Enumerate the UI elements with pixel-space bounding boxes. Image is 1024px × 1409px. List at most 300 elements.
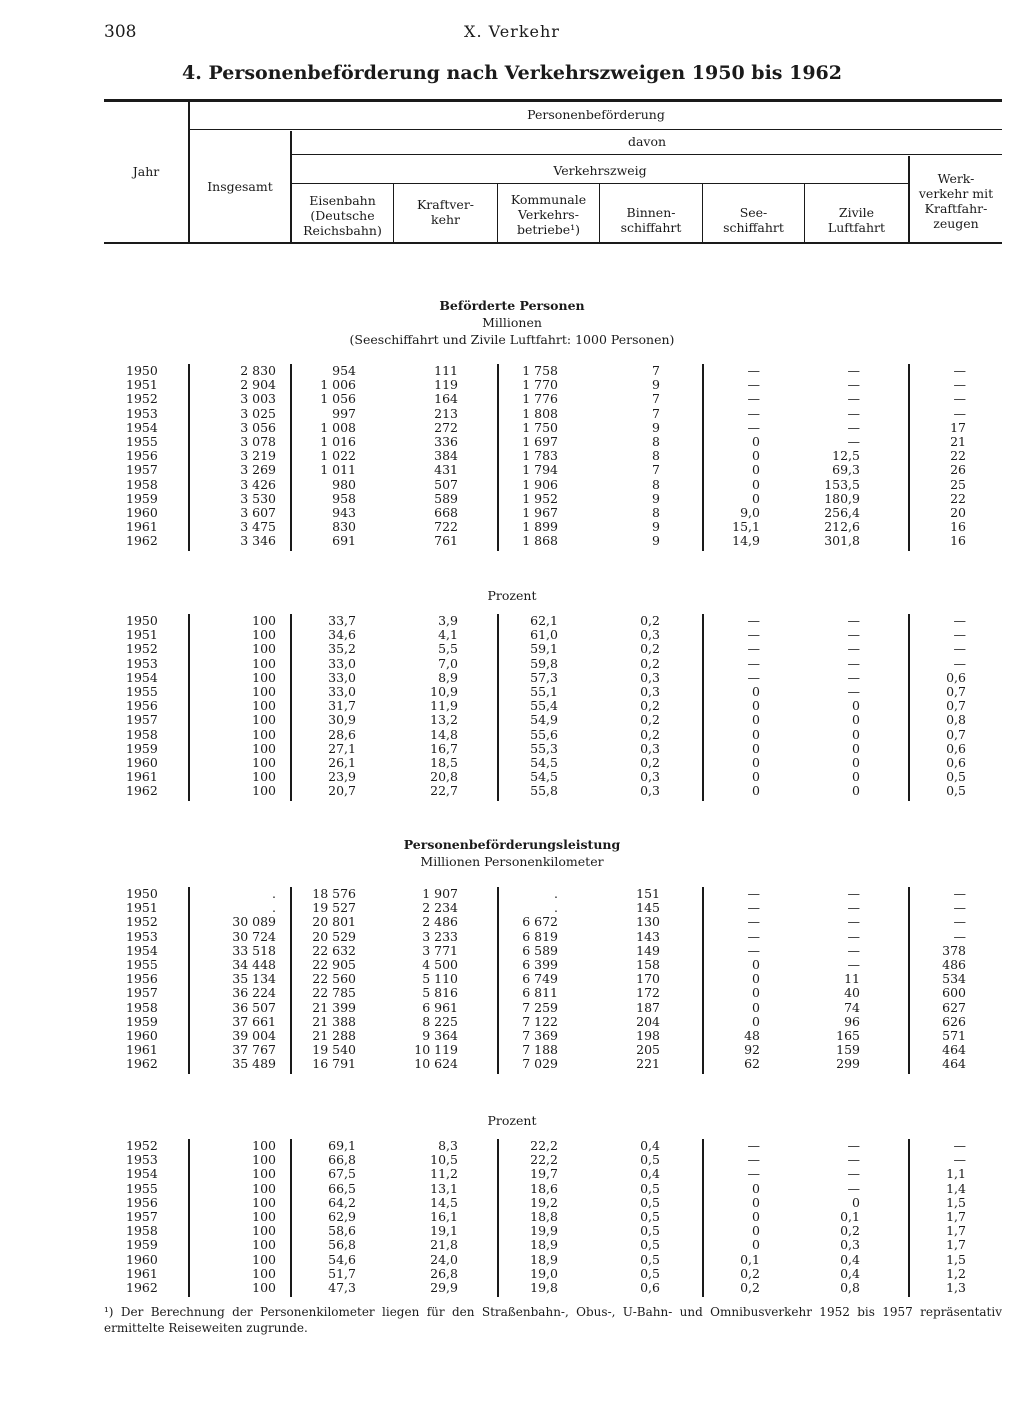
value-cell: 165 — [836, 1028, 860, 1043]
value-cell: 464 — [942, 1042, 966, 1058]
header-col-5: Binnen- schiffahrt — [620, 205, 682, 235]
value-cell: 3 475 — [240, 519, 276, 535]
value-cell: 100 — [252, 669, 276, 685]
value-cell: 0 — [752, 999, 760, 1015]
value-cell: 119 — [434, 377, 458, 393]
value-cell: 0,7 — [946, 684, 966, 699]
value-cell: 3 056 — [240, 419, 276, 435]
value-cell: 22 — [950, 490, 966, 506]
value-cell: 100 — [252, 1265, 276, 1281]
value-cell: — — [847, 391, 860, 407]
value-cell: 1,2 — [946, 1265, 966, 1281]
section-0-rows — [104, 364, 1002, 551]
table-row — [104, 1139, 1002, 1153]
year-cell: 1955 — [126, 1180, 158, 1196]
value-cell: 62,1 — [530, 613, 558, 628]
value-cell: — — [847, 684, 860, 699]
value-cell: 1 006 — [320, 377, 356, 393]
value-cell: 22,2 — [530, 1152, 558, 1168]
value-cell: 213 — [434, 405, 458, 421]
value-cell: 980 — [332, 476, 356, 492]
value-cell: 9 364 — [422, 1028, 458, 1043]
value-cell: 7 — [652, 462, 660, 478]
value-cell: 21,8 — [430, 1237, 458, 1253]
table-row — [104, 915, 1002, 929]
value-cell: 0,6 — [946, 740, 966, 756]
value-cell: 256,4 — [824, 505, 860, 520]
table-row — [104, 407, 1002, 421]
value-cell: — — [847, 1166, 860, 1182]
value-cell: 1,3 — [946, 1280, 966, 1295]
value-cell: — — [847, 363, 860, 378]
value-cell: 100 — [252, 1223, 276, 1239]
table-row — [104, 463, 1002, 477]
value-cell: — — [953, 627, 966, 643]
value-cell: 100 — [252, 1180, 276, 1196]
value-cell: 7 — [652, 363, 660, 378]
year-cell: 1955 — [126, 684, 158, 699]
year-cell: 1961 — [126, 769, 158, 785]
value-cell: 9 — [652, 490, 660, 506]
value-cell: 20 — [950, 505, 966, 520]
value-cell: — — [847, 613, 860, 628]
value-cell: 0 — [852, 769, 860, 785]
header-personenbefoerderung: Personenbeförderung — [527, 107, 665, 122]
table-row — [104, 742, 1002, 756]
value-cell: 100 — [252, 613, 276, 628]
year-cell: 1956 — [126, 698, 158, 714]
table-row — [104, 392, 1002, 406]
value-cell: 0 — [752, 448, 760, 464]
value-cell: 8 — [652, 448, 660, 464]
year-cell: 1962 — [126, 1056, 158, 1072]
value-cell: 37 661 — [232, 1013, 276, 1029]
value-cell: 25 — [950, 476, 966, 492]
value-cell: — — [747, 377, 760, 393]
value-cell: 58,6 — [328, 1223, 356, 1239]
value-cell: 1 016 — [320, 434, 356, 449]
value-cell: 0,1 — [740, 1251, 760, 1267]
header-rule-personen — [190, 129, 1002, 130]
table-row — [104, 364, 1002, 378]
footnote: ¹) Der Berechnung der Personenkilometer liegen für den Straßenbahn-, Obus-, U-Bahn- und Omnibusverkehr 1952 bis 1957 repräsentativ ermittelte Reiseweiten zugrunde. — [104, 1305, 1002, 1335]
year-cell: 1957 — [126, 462, 158, 478]
value-cell: 17 — [950, 419, 966, 435]
table-row — [104, 958, 1002, 972]
value-cell: 20 529 — [312, 928, 356, 944]
value-cell: 8 — [652, 476, 660, 492]
value-cell: 11,2 — [430, 1166, 458, 1182]
value-cell: 172 — [636, 985, 660, 1001]
value-cell: 0 — [752, 1223, 760, 1239]
value-cell: 100 — [252, 1280, 276, 1295]
value-cell: 8 — [652, 434, 660, 449]
value-cell: 2 904 — [240, 377, 276, 393]
value-cell: 943 — [332, 505, 356, 520]
value-cell: 571 — [942, 1028, 966, 1043]
value-cell: 54,6 — [328, 1251, 356, 1267]
table-row — [104, 492, 1002, 506]
value-cell: 1,1 — [946, 1166, 966, 1182]
value-cell: 0 — [752, 1180, 760, 1196]
value-cell: 0 — [752, 1194, 760, 1210]
value-cell: 164 — [434, 391, 458, 407]
value-cell: 589 — [434, 490, 458, 506]
value-cell: 100 — [252, 655, 276, 671]
year-cell: 1961 — [126, 1265, 158, 1281]
section-1-title-0: Prozent — [487, 588, 537, 603]
table-row — [104, 435, 1002, 449]
year-cell: 1959 — [126, 1013, 158, 1029]
table-row — [104, 901, 1002, 915]
value-cell: 18,5 — [430, 755, 458, 770]
value-cell: — — [953, 655, 966, 671]
value-cell: 16,7 — [430, 740, 458, 756]
value-cell: 61,0 — [530, 627, 558, 643]
year-cell: 1952 — [126, 1138, 158, 1153]
value-cell: 16 — [950, 533, 966, 549]
value-cell: 534 — [942, 971, 966, 987]
header-bottom-rule — [104, 242, 1002, 244]
value-cell: 100 — [252, 755, 276, 770]
value-cell: 0,3 — [640, 627, 660, 643]
year-cell: 1954 — [126, 419, 158, 435]
value-cell: — — [747, 627, 760, 643]
year-cell: 1962 — [126, 783, 158, 799]
value-cell: — — [847, 886, 860, 901]
value-cell: 159 — [836, 1042, 860, 1058]
table-row — [104, 986, 1002, 1000]
value-cell: 100 — [252, 698, 276, 714]
value-cell: 0,6 — [640, 1280, 660, 1295]
value-cell: — — [847, 957, 860, 972]
value-cell: 691 — [332, 533, 356, 549]
value-cell: . — [272, 886, 276, 901]
value-cell: 19,1 — [430, 1223, 458, 1239]
value-cell: 1 697 — [522, 434, 558, 449]
value-cell: 0,2 — [640, 712, 660, 728]
value-cell: 100 — [252, 1138, 276, 1153]
header-col-6: See- schiffahrt — [723, 205, 784, 235]
running-head: X. Verkehr — [464, 22, 560, 41]
value-cell: 1,7 — [946, 1209, 966, 1224]
value-cell: — — [747, 419, 760, 435]
year-cell: 1953 — [126, 405, 158, 421]
value-cell: 0 — [752, 957, 760, 972]
value-cell: 100 — [252, 1237, 276, 1253]
value-cell: 7 259 — [522, 999, 558, 1015]
value-cell: 22 560 — [312, 971, 356, 987]
value-cell: 1 758 — [522, 363, 558, 378]
value-cell: 13,2 — [430, 712, 458, 728]
table-row — [104, 657, 1002, 671]
value-cell: 2 830 — [240, 363, 276, 378]
value-cell: — — [747, 1152, 760, 1168]
value-cell: 198 — [636, 1028, 660, 1043]
value-cell: — — [953, 391, 966, 407]
value-cell: 1 783 — [522, 448, 558, 464]
table-row — [104, 685, 1002, 699]
value-cell: 14,9 — [732, 533, 760, 549]
value-cell: 0 — [752, 1237, 760, 1253]
value-cell: 15,1 — [732, 519, 760, 535]
value-cell: 0,5 — [640, 1152, 660, 1168]
value-cell: — — [847, 942, 860, 958]
value-cell: 9 — [652, 519, 660, 535]
value-cell: 0,3 — [840, 1237, 860, 1253]
value-cell: 4 500 — [422, 957, 458, 972]
value-cell: 0 — [752, 434, 760, 449]
value-cell: 0,7 — [946, 698, 966, 714]
year-cell: 1962 — [126, 533, 158, 549]
value-cell: 0,2 — [640, 755, 660, 770]
value-cell: 0,2 — [840, 1223, 860, 1239]
value-cell: — — [747, 405, 760, 421]
value-cell: 33 518 — [232, 942, 276, 958]
value-cell: 1 967 — [522, 505, 558, 520]
value-cell: 158 — [636, 957, 660, 972]
value-cell: 0,5 — [640, 1180, 660, 1196]
table-row — [104, 699, 1002, 713]
value-cell: — — [953, 928, 966, 944]
value-cell: 19,0 — [530, 1265, 558, 1281]
section-3-rows — [104, 1139, 1002, 1297]
value-cell: 0,2 — [640, 698, 660, 714]
table-row — [104, 728, 1002, 742]
value-cell: 997 — [332, 405, 356, 421]
value-cell: 0,7 — [946, 726, 966, 742]
year-cell: 1955 — [126, 957, 158, 972]
value-cell: 18,9 — [530, 1237, 558, 1253]
value-cell: 0,6 — [946, 669, 966, 685]
value-cell: 5 816 — [422, 985, 458, 1001]
header-col-3: Kraftver- kehr — [416, 197, 475, 227]
value-cell: 0,5 — [946, 769, 966, 785]
value-cell: 1 776 — [522, 391, 558, 407]
value-cell: 8 — [652, 505, 660, 520]
table-row — [104, 628, 1002, 642]
value-cell: 0,3 — [640, 769, 660, 785]
value-cell: 10,5 — [430, 1152, 458, 1168]
value-cell: 19 540 — [312, 1042, 356, 1058]
value-cell: 100 — [252, 783, 276, 799]
value-cell: 145 — [636, 900, 660, 916]
year-cell: 1952 — [126, 391, 158, 407]
value-cell: — — [747, 928, 760, 944]
table-row — [104, 1001, 1002, 1015]
header-col-2: Eisenbahn (Deutsche Reichsbahn) — [303, 193, 382, 238]
year-cell: 1959 — [126, 1237, 158, 1253]
value-cell: 0,2 — [740, 1280, 760, 1295]
value-cell: . — [554, 900, 558, 916]
year-cell: 1960 — [126, 1028, 158, 1043]
value-cell: 0,3 — [640, 740, 660, 756]
value-cell: 507 — [434, 476, 458, 492]
year-cell: 1955 — [126, 434, 158, 449]
value-cell: 0,5 — [640, 1237, 660, 1253]
value-cell: 6 589 — [522, 942, 558, 958]
value-cell: 62,9 — [328, 1209, 356, 1224]
value-cell: 19,8 — [530, 1280, 558, 1295]
value-cell: 35 134 — [232, 971, 276, 987]
value-cell: 221 — [636, 1056, 660, 1072]
value-cell: 0 — [852, 755, 860, 770]
value-cell: 100 — [252, 627, 276, 643]
value-cell: — — [847, 1152, 860, 1168]
value-cell: 26 — [950, 462, 966, 478]
value-cell: 0 — [752, 1209, 760, 1224]
value-cell: 3 025 — [240, 405, 276, 421]
value-cell: 0 — [852, 1194, 860, 1210]
year-cell: 1951 — [126, 627, 158, 643]
table-row — [104, 1196, 1002, 1210]
value-cell: 0,5 — [640, 1265, 660, 1281]
value-cell: 1 750 — [522, 419, 558, 435]
value-cell: 35 489 — [232, 1056, 276, 1072]
value-cell: 92 — [744, 1042, 760, 1058]
value-cell: 66,8 — [328, 1152, 356, 1168]
table-row — [104, 378, 1002, 392]
value-cell: 33,0 — [328, 684, 356, 699]
value-cell: 0 — [752, 985, 760, 1001]
value-cell: 33,7 — [328, 613, 356, 628]
value-cell: 0 — [752, 712, 760, 728]
section-1-rows — [104, 614, 1002, 801]
value-cell: — — [747, 942, 760, 958]
value-cell: 954 — [332, 363, 356, 378]
table-row — [104, 1253, 1002, 1267]
value-cell: 0 — [752, 698, 760, 714]
value-cell: 30 089 — [232, 914, 276, 930]
value-cell: — — [953, 641, 966, 657]
value-cell: 54,5 — [530, 755, 558, 770]
table-row — [104, 614, 1002, 628]
value-cell: 62 — [744, 1056, 760, 1072]
header-top-rule — [104, 99, 1002, 102]
value-cell: 9,0 — [740, 505, 760, 520]
year-cell: 1950 — [126, 363, 158, 378]
value-cell: — — [847, 1138, 860, 1153]
value-cell: — — [847, 641, 860, 657]
section-2-title-1: Millionen Personenkilometer — [420, 854, 604, 869]
value-cell: 18,9 — [530, 1251, 558, 1267]
section-3-title-0: Prozent — [487, 1113, 537, 1128]
value-cell: 1 056 — [320, 391, 356, 407]
value-cell: 0,2 — [640, 655, 660, 671]
value-cell: 100 — [252, 1166, 276, 1182]
value-cell: 96 — [844, 1013, 860, 1029]
value-cell: 1,7 — [946, 1223, 966, 1239]
table-row — [104, 1043, 1002, 1057]
value-cell: 170 — [636, 971, 660, 987]
value-cell: 0,5 — [640, 1194, 660, 1210]
value-cell: 29,9 — [430, 1280, 458, 1295]
table-row — [104, 520, 1002, 534]
value-cell: 59,1 — [530, 641, 558, 657]
value-cell: 272 — [434, 419, 458, 435]
value-cell: 6 819 — [522, 928, 558, 944]
year-cell: 1958 — [126, 476, 158, 492]
value-cell: 36 507 — [232, 999, 276, 1015]
value-cell: 47,3 — [328, 1280, 356, 1295]
year-cell: 1954 — [126, 942, 158, 958]
value-cell: 0 — [852, 698, 860, 714]
year-cell: 1957 — [126, 985, 158, 1001]
value-cell: 7 — [652, 405, 660, 421]
value-cell: 48 — [744, 1028, 760, 1043]
value-cell: 130 — [636, 914, 660, 930]
value-cell: — — [747, 1138, 760, 1153]
value-cell: 36 224 — [232, 985, 276, 1001]
year-cell: 1954 — [126, 669, 158, 685]
year-cell: 1954 — [126, 1166, 158, 1182]
table-row — [104, 1238, 1002, 1252]
value-cell: 0 — [752, 1013, 760, 1029]
year-cell: 1953 — [126, 928, 158, 944]
year-cell: 1950 — [126, 613, 158, 628]
value-cell: 22 785 — [312, 985, 356, 1001]
value-cell: 1 868 — [522, 533, 558, 549]
value-cell: 7 029 — [522, 1056, 558, 1072]
header-insgesamt: Insgesamt — [207, 179, 273, 194]
value-cell: 8 225 — [422, 1013, 458, 1029]
value-cell: 20,8 — [430, 769, 458, 785]
value-cell: 0,1 — [840, 1209, 860, 1224]
value-cell: 1 794 — [522, 462, 558, 478]
value-cell: 100 — [252, 740, 276, 756]
value-cell: 19,2 — [530, 1194, 558, 1210]
section-0-title-2: (Seeschiffahrt und Zivile Luftfahrt: 1000 Personen) — [349, 332, 675, 347]
value-cell: 336 — [434, 434, 458, 449]
value-cell: — — [747, 613, 760, 628]
value-cell: 57,3 — [530, 669, 558, 685]
value-cell: 0 — [852, 740, 860, 756]
value-cell: 0,5 — [946, 783, 966, 799]
value-cell: 30,9 — [328, 712, 356, 728]
year-cell: 1959 — [126, 490, 158, 506]
header-col-7: Zivile Luftfahrt — [827, 205, 886, 235]
year-cell: 1953 — [126, 1152, 158, 1168]
value-cell: 187 — [636, 999, 660, 1015]
year-cell: 1951 — [126, 377, 158, 393]
value-cell: 55,3 — [530, 740, 558, 756]
header-jahr: Jahr — [132, 164, 160, 179]
value-cell: 0,2 — [640, 613, 660, 628]
value-cell: 22 632 — [312, 942, 356, 958]
value-cell: 37 767 — [232, 1042, 276, 1058]
value-cell: 55,1 — [530, 684, 558, 699]
value-cell: 830 — [332, 519, 356, 535]
header-werkverkehr: Werk- verkehr mit Kraftfahr- zeugen — [918, 171, 994, 231]
value-cell: 20,7 — [328, 783, 356, 799]
value-cell: 486 — [942, 957, 966, 972]
value-cell: 20 801 — [312, 914, 356, 930]
value-cell: 40 — [844, 985, 860, 1001]
value-cell: 0,4 — [640, 1166, 660, 1182]
value-cell: 0 — [852, 726, 860, 742]
page-number: 308 — [104, 22, 137, 42]
value-cell: 384 — [434, 448, 458, 464]
value-cell: 74 — [844, 999, 860, 1015]
value-cell: 0,5 — [640, 1223, 660, 1239]
table-row — [104, 506, 1002, 520]
year-cell: 1950 — [126, 886, 158, 901]
value-cell: — — [747, 655, 760, 671]
value-cell: 55,8 — [530, 783, 558, 799]
value-cell: 28,6 — [328, 726, 356, 742]
value-cell: 6 811 — [522, 985, 558, 1001]
value-cell: 39 004 — [232, 1028, 276, 1043]
